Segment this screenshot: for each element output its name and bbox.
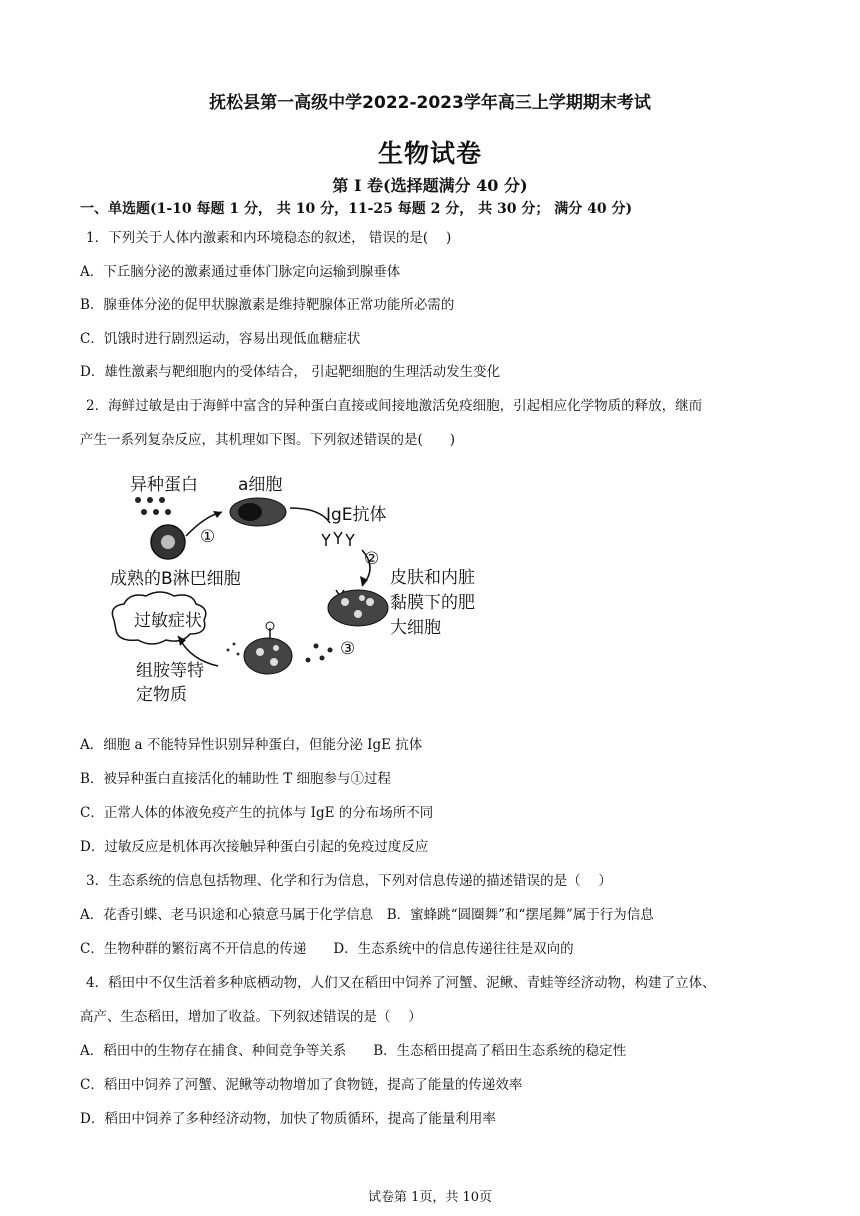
section-heading: 一、单选题(1-10 每题 1 分， 共 10 分，11-25 每题 2 分， 共 30 分； 满分 40 分) [80, 201, 633, 217]
question-2-option-d: D．过敏反应是机体再次接触异种蛋白引起的免疫过度反应 [80, 839, 429, 855]
ige-antibody-icons [322, 532, 354, 546]
label-step-1: ① [200, 527, 216, 547]
question-2-option-a: A．细胞 a 不能特异性识别异种蛋白，但能分泌 IgE 抗体 [80, 737, 423, 753]
question-3-option-ab: A．花香引蝶、老马识途和心猿意马属于化学信息 B．蜜蜂跳“圆圈舞”和“摆尾舞”属于行为信息 [80, 907, 654, 923]
label-a-cell: a细胞 [238, 475, 283, 495]
label-foreign-protein: 异种蛋白 [130, 475, 198, 495]
question-4-stem-line-2: 高产、生态稻田，增加了收益。下列叙述错误的是（ ） [80, 1009, 422, 1025]
question-3-option-cd: C．生物种群的繁衍离不开信息的传递 D．生态系统中的信息传递往往是双向的 [80, 941, 574, 957]
question-1-option-b: B．腺垂体分泌的促甲状腺激素是维持靶腺体正常功能所必需的 [80, 297, 455, 313]
label-mast-line-1: 皮肤和内脏 [390, 568, 475, 588]
label-mast-line-2: 黏膜下的肥 [390, 593, 475, 613]
label-histamine-line-1: 组胺等特 [136, 661, 204, 681]
question-2-option-c: C．正常人体的体液免疫产生的抗体与 IgE 的分布场所不同 [80, 805, 434, 821]
question-4-option-d: D．稻田中饲养了多种经济动物，加快了物质循环，提高了能量利用率 [80, 1111, 496, 1127]
mast-cell [328, 590, 388, 626]
school-exam-title: 抚松县第一高级中学2022-2023学年高三上学期期末考试 [209, 93, 651, 113]
label-mast-line-3: 大细胞 [390, 618, 441, 638]
question-4-option-c: C．稻田中饲养了河蟹、泥鳅等动物增加了食物链，提高了能量的传递效率 [80, 1077, 523, 1093]
page-footer: 试卷第 1页，共 10页 [367, 1190, 493, 1205]
part-heading: 第 I 卷(选择题满分 40 分) [332, 176, 528, 195]
question-3-stem: 3．生态系统的信息包括物理、化学和行为信息，下列对信息传递的描述错误的是（ ） [86, 873, 612, 889]
subject-title: 生物试卷 [377, 139, 482, 168]
label-step-3: ③ [340, 639, 356, 659]
question-1-stem: 1．下列关于人体内激素和内环境稳态的叙述， 错误的是( ) [86, 230, 452, 246]
foreign-protein-dots [135, 497, 171, 515]
label-ige-antibody: IgE抗体 [326, 505, 387, 525]
question-2-stem-line-1: 2．海鲜过敏是由于海鲜中富含的异种蛋白直接或间接地激活免疫细胞，引起相应化学物质的释放，继而 [86, 398, 703, 414]
label-step-2: ② [364, 549, 380, 569]
question-1-option-a: A．下丘脑分泌的激素通过垂体门脉定向运输到腺垂体 [80, 264, 401, 280]
label-mature-b-cell: 成熟的B淋巴细胞 [110, 569, 241, 589]
label-allergy-symptom: 过敏症状 [134, 611, 202, 631]
question-1-option-d: D．雄性激素与靶细胞内的受体结合， 引起靶细胞的生理活动发生变化 [80, 364, 501, 380]
question-2-stem-line-2: 产生一系列复杂反应，其机理如下图。下列叙述错误的是( ) [80, 432, 456, 448]
degranulating-mast-cell [244, 622, 292, 674]
question-1-option-c: C．饥饿时进行剧烈运动，容易出现低血糖症状 [80, 331, 361, 347]
question-2-option-b: B．被异种蛋白直接活化的辅助性 T 细胞参与①过程 [80, 771, 392, 787]
allergy-mechanism-diagram [100, 468, 500, 713]
label-histamine-line-2: 定物质 [136, 685, 187, 705]
question-4-option-ab: A．稻田中的生物存在捕食、种间竞争等关系 B．生态稻田提高了稻田生态系统的稳定性 [80, 1043, 627, 1059]
question-4-stem-line-1: 4．稻田中不仅生活着多种底栖动物，人们又在稻田中饲养了河蟹、泥鳅、青蛙等经济动物，构建了立体、 [86, 975, 716, 991]
